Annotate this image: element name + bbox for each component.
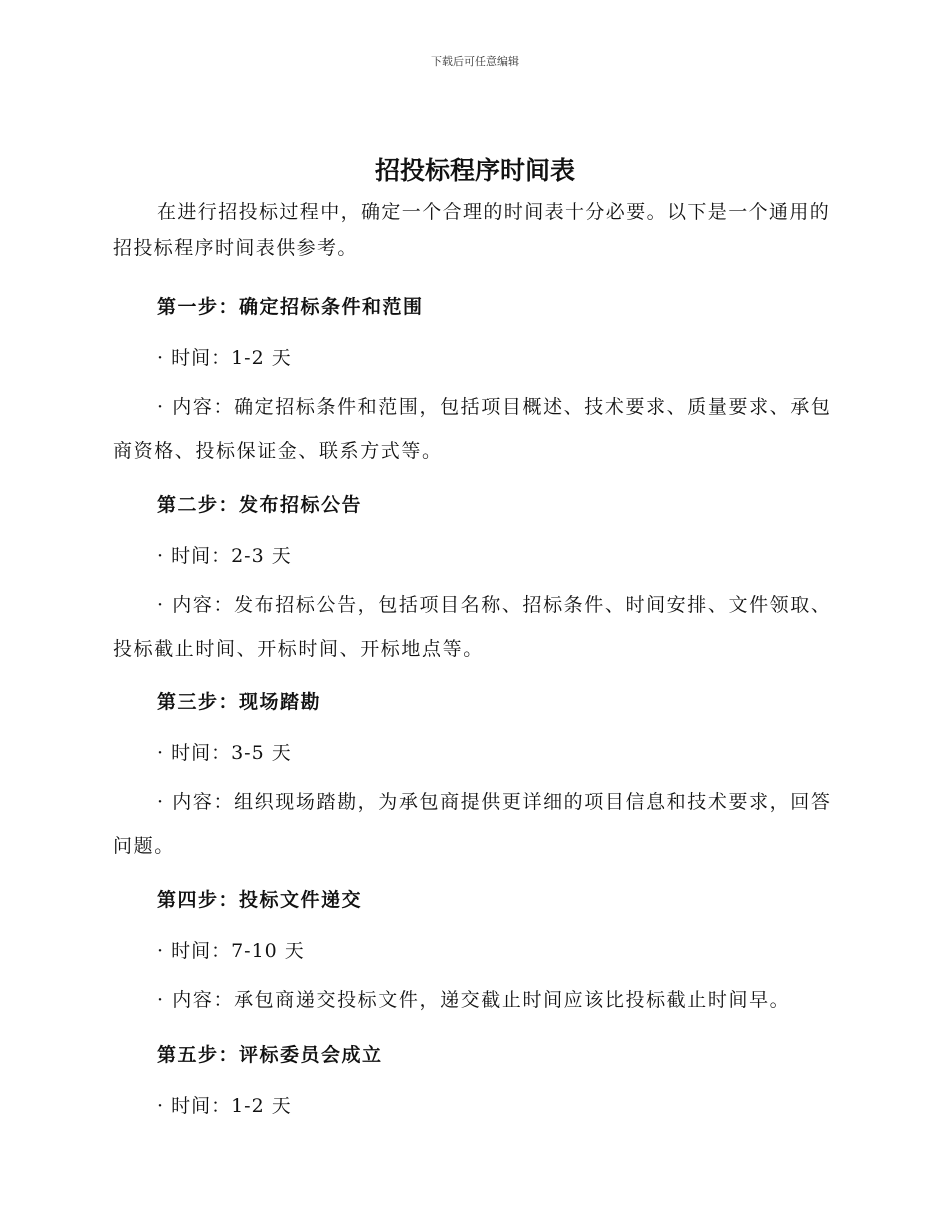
step-4-heading: 第四步：投标文件递交 <box>157 889 363 911</box>
step-4-time: · 时间：7-10 天 <box>157 940 305 962</box>
step-3-time: · 时间：3-5 天 <box>157 742 292 764</box>
step-4-content: · 内容：承包商递交投标文件，递交截止时间应该比投标截止时间早。 <box>157 989 791 1011</box>
step-1-time: · 时间：1-2 天 <box>157 347 292 369</box>
step-2-heading: 第二步：发布招标公告 <box>157 494 363 516</box>
step-2-content: · 内容：发布招标公告，包括项目名称、招标条件、时间安排、文件领取、投标截止时间、开标时间、开标地点等。 <box>113 594 832 660</box>
step-5-time: · 时间：1-2 天 <box>157 1095 292 1117</box>
step-3-heading: 第三步：现场踏勘 <box>157 691 322 713</box>
page-title: 招投标程序时间表 <box>374 156 575 185</box>
step-5-heading: 第五步：评标委员会成立 <box>157 1044 383 1066</box>
step-1-heading: 第一步：确定招标条件和范围 <box>157 296 424 318</box>
step-1-content: · 内容：确定招标条件和范围，包括项目概述、技术要求、质量要求、承包商资格、投标保证金、联系方式等。 <box>113 396 832 462</box>
step-2-time: · 时间：2-3 天 <box>157 545 292 567</box>
intro-paragraph: 在进行招投标过程中，确定一个合理的时间表十分必要。以下是一个通用的招投标程序时间表供参考。 <box>113 201 831 259</box>
page-header: 下载后可任意编辑 <box>431 55 519 68</box>
step-3-content: · 内容：组织现场踏勘，为承包商提供更详细的项目信息和技术要求，回答问题。 <box>113 791 832 857</box>
